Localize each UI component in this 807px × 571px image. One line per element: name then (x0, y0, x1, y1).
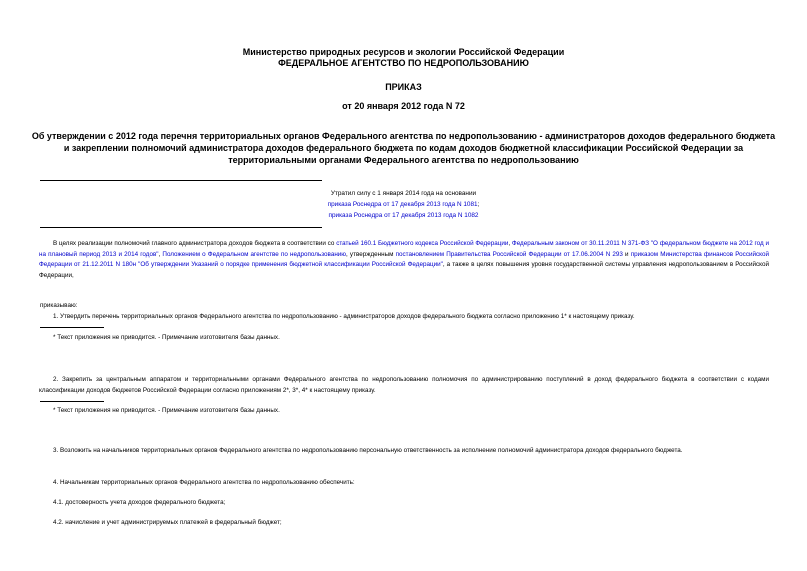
preamble-text-6: , а также в целях повышения уровня государственной системы управления недропользованием в Российской Федерации, (39, 261, 769, 279)
link-budget-code-article[interactable]: статьей 160.1 Бюджетного кодекса Российской Федерации (336, 240, 509, 247)
item-3: 3. Возложить на начальников территориальных органов Федерального агентства по недропользованию персональную ответственность за исполнение полномочий администратора доходов федерального бюджета. (53, 447, 683, 454)
link-order-1082[interactable]: приказа Роснедра от 17 декабря 2013 года N 1082 (328, 212, 479, 219)
link-order-1081[interactable]: приказа Роснедра от 17 декабря 2013 года N 1081 (327, 201, 478, 208)
validity-separator: ; (477, 201, 480, 208)
item-4-1: 4.1. достоверность учета доходов федерального бюджета; (53, 499, 226, 506)
footnote-1: * Текст приложения не приводится. - Примечание изготовителя базы данных. (53, 334, 280, 341)
item-4: 4. Начальникам территориальных органов Федерального агентства по недропользованию обеспечить: (53, 479, 355, 486)
footnote-rule-2 (40, 401, 104, 402)
preamble-text-3: , (158, 250, 163, 258)
item-1: 1. Утвердить перечень территориальных органов Федерального агентства по недропользованию - администраторов доходов федерального бюджета согласно приложению 1* к настоящему приказу. (53, 313, 635, 320)
footnote-rule-1 (40, 327, 104, 328)
document-type: ПРИКАЗ (385, 82, 422, 92)
link-government-decree-293[interactable]: постановлением Правительства Российской Федерации от 17.06.2004 N 293 (395, 250, 623, 258)
separator-top (40, 180, 322, 181)
validity-link-row-1 (0, 200, 807, 210)
link-minfin-order-180n[interactable]: приказом Министерства финансов Российской Федерации от 21.12.2011 N 180н "Об утверждении Указаний о порядке применения бюджетной классификации Российской Федерации" (39, 250, 769, 269)
order-word: приказываю: (40, 302, 78, 309)
preamble-text-4: , утвержденным (346, 250, 396, 258)
ministry-heading: Министерство природных ресурсов и экологии Российской Федерации (242, 47, 565, 57)
validity-note: Утратил силу с 1 января 2014 года на основании (330, 190, 477, 197)
separator-bottom (40, 227, 322, 228)
item-4-2: 4.2. начисление и учет администрируемых платежей в федеральный бюджет; (53, 519, 282, 526)
agency-heading: ФЕДЕРАЛЬНОЕ АГЕНТСТВО ПО НЕДРОПОЛЬЗОВАНИЮ (278, 58, 529, 68)
link-federal-law-371[interactable]: Федеральным законом от 30.11.2011 N 371-ФЗ "О федеральном бюджете на 2012 год и на плановый период 2013 и 2014 годов" (39, 240, 770, 258)
footnote-2: * Текст приложения не приводится. - Примечание изготовителя базы данных. (53, 407, 280, 414)
validity-link-row-2 (0, 211, 807, 221)
preamble-paragraph (39, 239, 769, 281)
preamble-text-5: и (622, 250, 631, 258)
preamble-text-1: В целях реализации полномочий главного администратора доходов бюджета в соответствии со (53, 240, 337, 247)
document-date-number: от 20 января 2012 года N 72 (342, 101, 465, 111)
link-agency-regulation[interactable]: Положением о Федеральном агентстве по недропользованию (162, 250, 347, 258)
document-title: Об утверждении с 2012 года перечня территориальных органов Федерального агентства по недропользованию - администраторов доходов федерального бюджета и закреплении полномочий администратора доходов федерального бюджета по кодам доходов бюджетной классификации Российской Федерации за территориальными органами Федерального агентства по недропользованию (31, 131, 776, 165)
preamble-text-2: , (508, 240, 512, 247)
item-2: 2. Закрепить за центральным аппаратом и территориальными органами Федерального агентства по недропользованию полномочия по администрированию поступлений в доход федерального бюджета в соответствии с кодами классификации доходов бюджетов Российской Федерации согласно приложениям 2*, 3*, 4* к настоящему приказу. (39, 376, 769, 394)
